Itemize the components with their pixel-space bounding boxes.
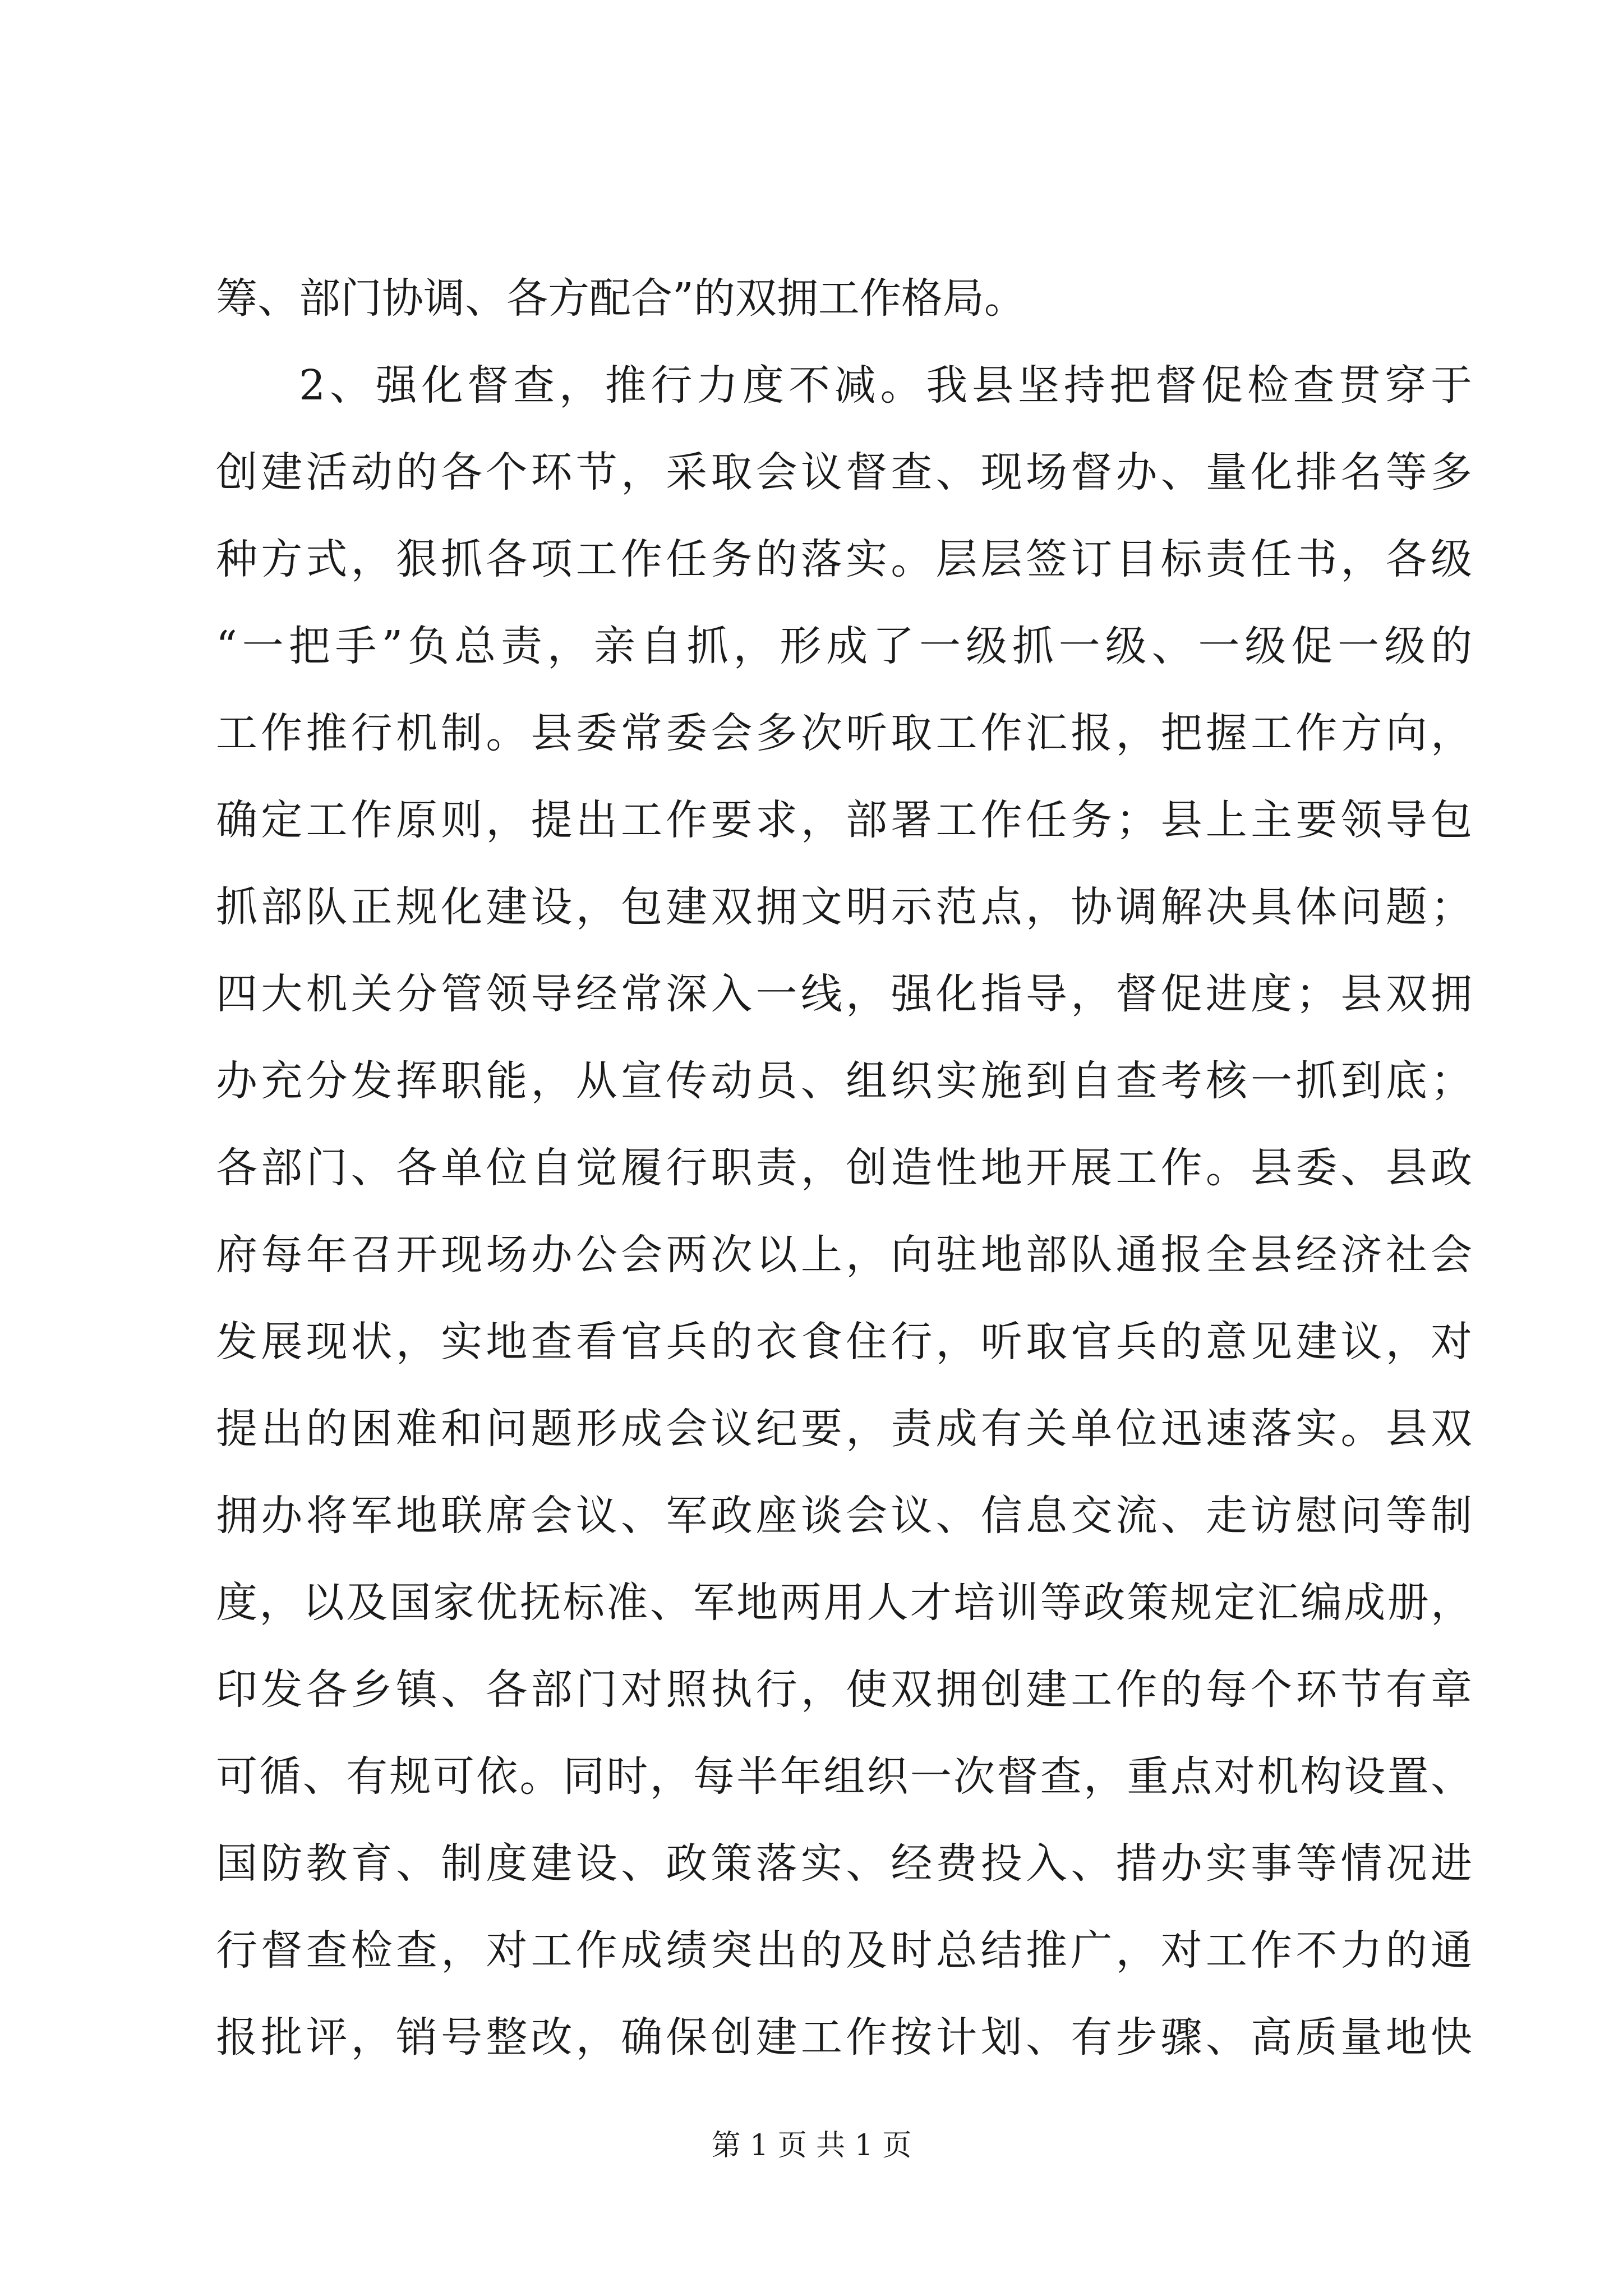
body-text	[216, 255, 1472, 2081]
text-line: 筹、部门协调、各方配合”的双拥工作格局。	[216, 274, 1026, 323]
text-line: 报批评，销号整改，确保创建工作按计划、有步骤、高质量地快	[216, 2013, 1472, 2062]
text-line: 国防教育、制度建设、政策落实、经费投入、措办实事等情况进	[216, 1839, 1472, 1888]
text-line: 各部门、各单位自觉履行职责，创造性地开展工作。县委、县政	[216, 1144, 1472, 1192]
page-footer: 第 1 页 共 1 页	[711, 2129, 912, 2162]
text-line: 拥办将军地联席会议、军政座谈会议、信息交流、走访慰问等制	[216, 1492, 1472, 1540]
text-line: 发展现状，实地查看官兵的衣食住行，听取官兵的意见建议，对	[216, 1318, 1472, 1366]
text-line: 度，以及国家优抚标准、军地两用人才培训等政策规定汇编成册，	[216, 1579, 1472, 1627]
text-line: 创建活动的各个环节，采取会议督查、现场督办、量化排名等多	[216, 448, 1472, 496]
text-line: 抓部队正规化建设，包建双拥文明示范点，协调解决具体问题；	[216, 883, 1472, 931]
text-line: 提出的困难和问题形成会议纪要，责成有关单位迅速落实。县双	[216, 1405, 1472, 1453]
text-line: 府每年召开现场办公会两次以上，向驻地部队通报全县经济社会	[216, 1231, 1472, 1279]
text-line: 办充分发挥职能，从宣传动员、组织实施到自查考核一抓到底；	[216, 1057, 1472, 1105]
text-line: 行督查检查，对工作成绩突出的及时总结推广，对工作不力的通	[216, 1926, 1472, 1975]
text-line: 四大机关分管领导经常深入一线，强化指导，督促进度；县双拥	[216, 970, 1472, 1018]
text-line: 印发各乡镇、各部门对照执行，使双拥创建工作的每个环节有章	[216, 1665, 1472, 1714]
text-line: 2、强化督查，推行力度不减。我县坚持把督促检查贯穿于	[299, 361, 1472, 409]
text-line: 确定工作原则，提出工作要求，部署工作任务；县上主要领导包	[216, 796, 1472, 844]
text-line: “一把手”负总责，亲自抓，形成了一级抓一级、一级促一级的	[216, 622, 1472, 670]
text-line: 种方式，狠抓各项工作任务的落实。层层签订目标责任书，各级	[216, 535, 1472, 583]
text-line: 工作推行机制。县委常委会多次听取工作汇报，把握工作方向，	[216, 709, 1472, 757]
text-line: 可循、有规可依。同时，每半年组织一次督查，重点对机构设置、	[216, 1752, 1472, 1801]
